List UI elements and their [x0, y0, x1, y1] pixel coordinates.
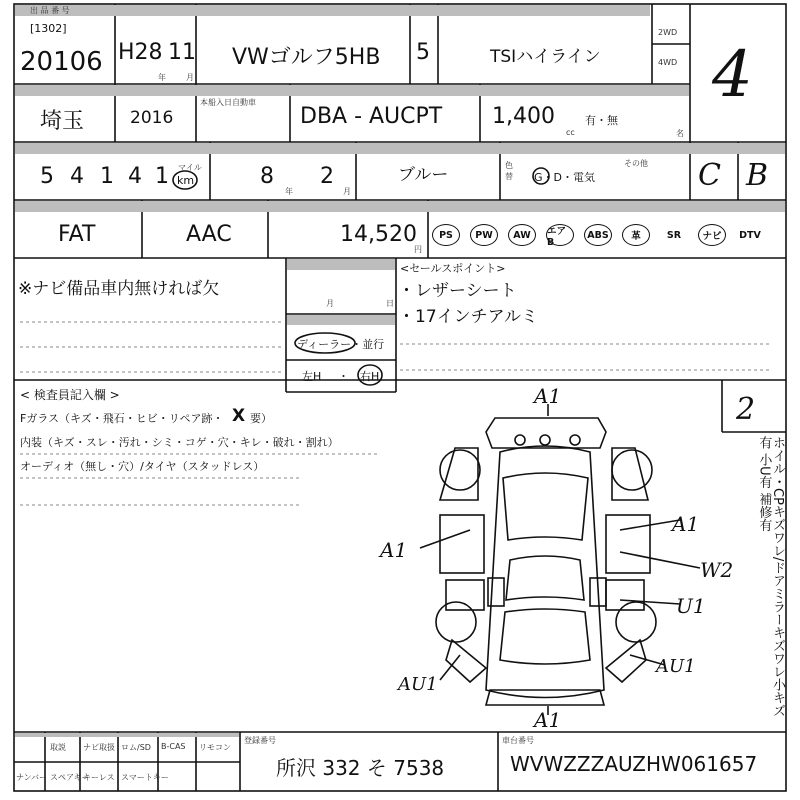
handle-left: 左H — [302, 370, 322, 383]
inspector-header: < 検査員記入欄 > — [20, 388, 120, 402]
registration-month-unit: 月 — [326, 299, 334, 308]
equip-navi: ナビ — [698, 224, 726, 246]
notes-main: ※ナビ備品車内無ければ欠 — [18, 279, 220, 299]
footer-rom-sd: ロム/SD — [121, 743, 151, 752]
mark-corner: 2 — [736, 392, 756, 427]
door-count: 5 — [416, 40, 430, 65]
displacement: 1,400 — [492, 104, 555, 129]
mark-left-front: A1 — [380, 538, 408, 562]
aircon: AAC — [186, 222, 232, 247]
footer-number-plate: ナンバー — [16, 773, 48, 782]
inspector-glass: Fガラス（キズ・飛石・ヒビ・リペア跡・ — [20, 412, 224, 425]
mileage-mile-label: マイル — [178, 163, 202, 172]
footer-remote: リモコン — [199, 743, 231, 752]
car-name: VWゴルフ5HB — [232, 45, 381, 70]
mark-left-rear: AU1 — [398, 674, 438, 695]
footer-smart-key: スマートキー — [121, 773, 169, 782]
recycle-amount: 14,520 — [340, 222, 417, 247]
model-code: DBA - AUCPT — [300, 104, 443, 129]
footer-keyless: キーレス — [83, 773, 115, 782]
equip-abs: ABS — [584, 224, 612, 246]
equip-ps: PS — [432, 224, 460, 246]
handle-right: 右H — [360, 370, 380, 383]
lot-number-box: [1302] — [30, 22, 67, 35]
lot-header-label: 出 品 番 号 — [30, 6, 70, 15]
import-label: 本船入日自動車 — [200, 98, 256, 107]
equip-leather: 革 — [622, 224, 650, 246]
recycle-unit: 円 — [414, 245, 422, 254]
mark-right-rear-door: U1 — [676, 594, 706, 618]
side-note: ホイル・CPキズワレ/ドアミラーキズワレ小キズ有 小U有 補修有 — [756, 436, 785, 718]
body-color: ブルー — [398, 165, 449, 185]
mark-rear: A1 — [534, 708, 562, 732]
vin-label: 車台番号 — [502, 736, 534, 745]
inspection-year: 8 — [260, 164, 274, 189]
equip-aw: AW — [508, 224, 536, 246]
exterior-grade: B — [746, 158, 769, 193]
dealer-options: ディーラー・並行 — [297, 338, 385, 351]
mark-front: A1 — [534, 384, 562, 408]
plate-label: 登録番号 — [244, 736, 276, 745]
sales-point-2: ・17インチアルミ — [398, 307, 538, 327]
drive-2wd: 2WD — [658, 28, 678, 37]
equip-airbag: エアB — [546, 224, 574, 246]
inspector-glass-suffix: 要） — [250, 412, 272, 425]
region: 埼玉 — [40, 109, 85, 134]
fuel-options: G・D・電気 — [534, 171, 595, 184]
inspector-interior: 内装（キズ・スレ・汚れ・シミ・コゲ・穴・キレ・破れ・割れ） — [20, 436, 339, 449]
month-unit: 月 — [186, 73, 194, 82]
model-year: 2016 — [130, 108, 174, 128]
inspector-glass-mark: X — [232, 406, 246, 426]
overall-score: 4 — [712, 38, 753, 112]
import-yes-no: 有・無 — [585, 114, 618, 127]
equip-pw: PW — [470, 224, 498, 246]
mark-right-sill: W2 — [700, 558, 734, 582]
interior-grade: C — [698, 158, 721, 193]
mark-right-door: A1 — [672, 512, 700, 536]
vin-number: WVWZZZAUZHW061657 — [510, 752, 758, 776]
sales-points-header: <セールスポイント> — [400, 262, 506, 275]
lot-number: 20106 — [20, 47, 103, 77]
transmission: FAT — [58, 222, 96, 247]
equip-dtv: DTV — [739, 229, 761, 241]
equip-sunroof: SR — [666, 229, 682, 241]
color-change-label: 色替 — [505, 161, 513, 181]
mileage-digit-5: 1 — [155, 164, 169, 189]
footer-spare-key: スペアキー — [50, 773, 90, 782]
year-unit: 年 — [158, 73, 166, 82]
footer-navi-manual: ナビ取扱 — [83, 743, 115, 752]
plate-number: 所沢 332 そ 7538 — [276, 756, 445, 780]
first-registration-month: 11 — [168, 40, 196, 65]
car-grade: TSIハイライン — [490, 47, 601, 67]
cc-unit: cc — [566, 128, 575, 137]
registration-day-unit: 日 — [386, 299, 394, 308]
mileage-digit-2: 4 — [70, 164, 84, 189]
seats-unit: 名 — [676, 129, 684, 138]
inspection-month-unit: 月 — [343, 187, 351, 196]
footer-manual: 取説 — [50, 743, 66, 752]
mileage-digit-1: 5 — [40, 164, 54, 189]
handle-separator: ・ — [338, 370, 349, 383]
inspector-audio: オーディオ（無し・穴）/タイヤ（スタッドレス） — [20, 460, 265, 473]
mileage-digit-3: 1 — [100, 164, 114, 189]
first-registration-era: H28 — [118, 40, 163, 65]
drive-4wd: 4WD — [658, 58, 678, 67]
footer-bcas: B-CAS — [161, 742, 186, 751]
fuel-other-label: その他 — [624, 159, 648, 168]
mileage-digit-4: 4 — [128, 164, 142, 189]
mileage-unit: km — [177, 174, 195, 187]
inspection-month: 2 — [320, 164, 334, 189]
mark-right-rear: AU1 — [656, 656, 696, 677]
sales-point-1: ・レザーシート — [398, 281, 517, 301]
inspection-year-unit: 年 — [285, 187, 293, 196]
